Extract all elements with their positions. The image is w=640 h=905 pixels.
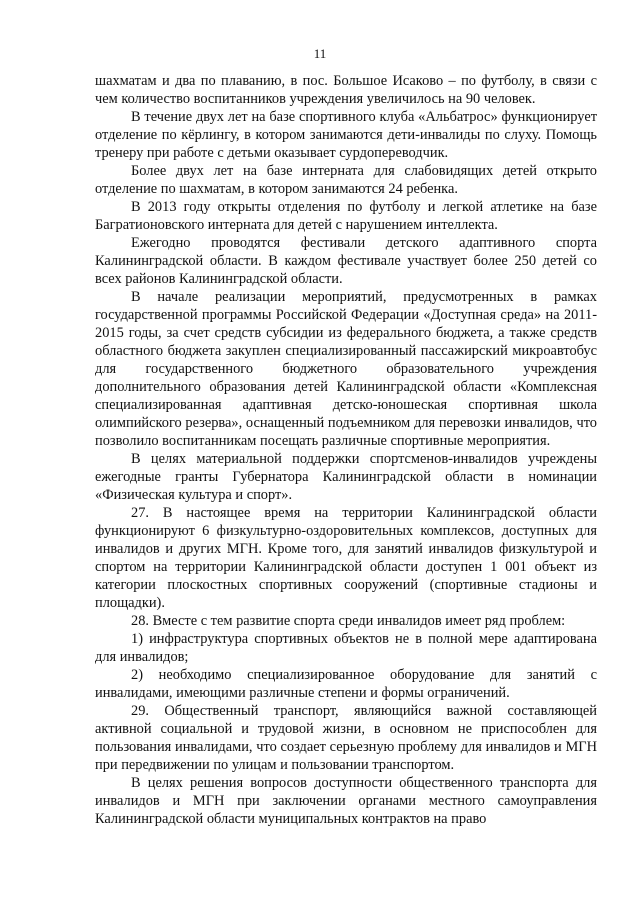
paragraph-football-athletics: В 2013 году открыты отделения по футболу и легкой атлетике на базе Багратионовского интерната для детей с нарушением интеллекта. <box>95 199 597 233</box>
paragraph-accessible-environment: В начале реализации мероприятий, предусмотренных в рамках государственной программы Российской Федерации «Доступная среда» на 2011-2015 годы, за счет средств субсидии из федерального бюджета, а также средств областного бюджета закуплен специализированный пассажирский микроавтобус для государственного бюджетного образовательного учреждения дополнительного образования детей Калининградской области «Комплексная специализированная адаптивная детско-юношеская спортивная школа олимпийского резерва», оснащенный подъемником для перевозки инвалидов, что позволило воспитанникам посещать различные спортивные мероприятия. <box>95 289 597 449</box>
paragraph-28-item-1: 1) инфраструктура спортивных объектов не в полной мере адаптирована для инвалидов; <box>95 631 597 665</box>
paragraph-27: 27. В настоящее время на территории Калининградской области функционируют 6 физкультурно-оздоровительных комплексов, доступных для инвалидов и других МГН. Кроме того, для занятий инвалидов физкультурой и спортом на территории Калининградской области доступен 1 001 объект из категории плоскостных спортивных сооружений (спортивные стадионы и площадки). <box>95 505 597 611</box>
paragraph-curling: В течение двух лет на базе спортивного клуба «Альбатрос» функционирует отделение по кёрлингу, в котором занимаются дети-инвалиды по слуху. Помощь тренеру при работе с детьми оказывает сурдопереводчик. <box>95 109 597 161</box>
document-body <box>95 72 597 828</box>
page-number: 11 <box>313 46 327 61</box>
paragraph-29: 29. Общественный транспорт, являющийся важной составляющей активной социальной и трудовой жизни, в основном не приспособлен для пользования инвалидами, что создает серьезную проблему для инвалидов и МГН при передвижении по улицам и пользовании транспортом. <box>95 703 597 773</box>
paragraph-chess: Более двух лет на базе интерната для слабовидящих детей открыто отделение по шахматам, в котором занимаются 24 ребенка. <box>95 163 597 197</box>
paragraph-28: 28. Вместе с тем развитие спорта среди инвалидов имеет ряд проблем: <box>131 613 566 629</box>
paragraph-grants: В целях материальной поддержки спортсменов-инвалидов учреждены ежегодные гранты Губернатора Калининградской области в номинации «Физическая культура и спорт». <box>95 451 597 503</box>
paragraph-transport: В целях решения вопросов доступности общественного транспорта для инвалидов и МГН при заключении органами местного самоуправления Калининградской области муниципальных контрактов на право <box>95 775 597 827</box>
paragraph-28-item-2: 2) необходимо специализированное оборудование для занятий с инвалидами, имеющими различные степени и формы ограничений. <box>95 667 597 701</box>
paragraph-festivals: Ежегодно проводятся фестивали детского адаптивного спорта Калининградской области. В каждом фестивале участвует более 250 детей со всех районов Калининградской области. <box>95 235 597 287</box>
paragraph-continuation: шахматам и два по плаванию, в пос. Большое Исаково – по футболу, в связи с чем количество воспитанников учреждения увеличилось на 90 человек. <box>95 73 597 107</box>
